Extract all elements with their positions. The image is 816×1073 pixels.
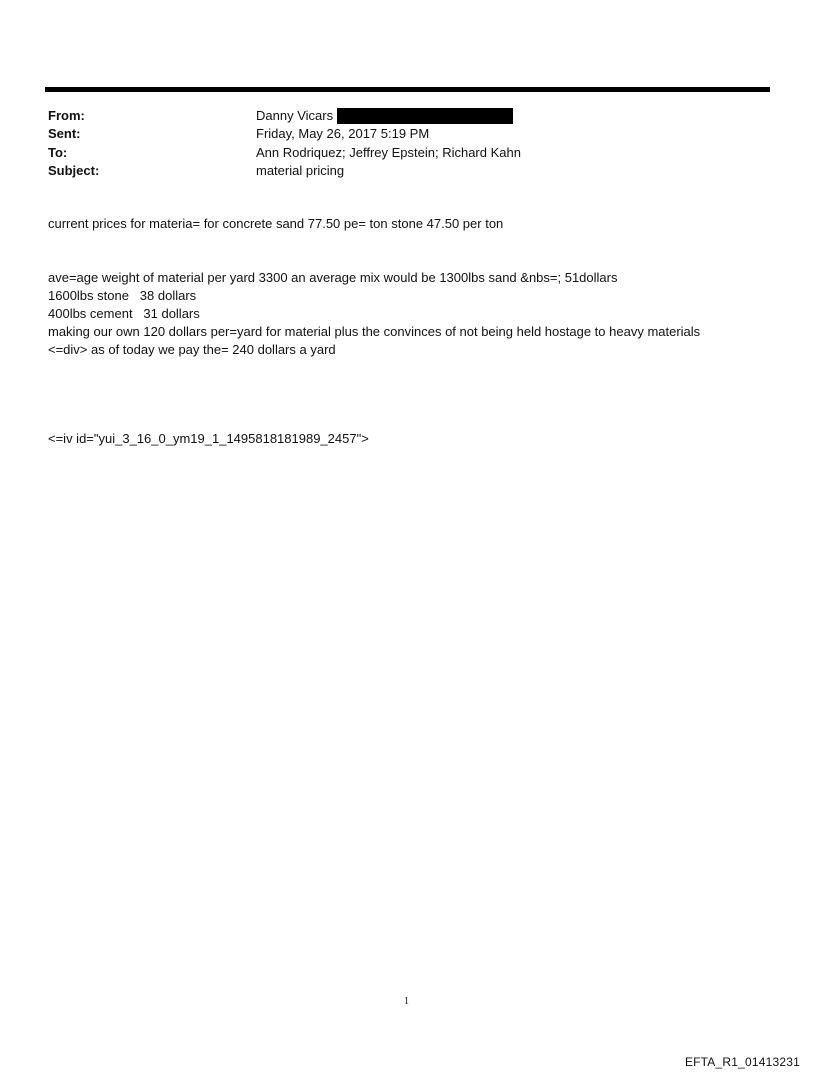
to-label: To:	[48, 145, 68, 160]
document-id: EFTA_R1_01413231	[684, 1055, 800, 1069]
redaction-block	[337, 108, 513, 124]
to-value: Ann Rodriquez; Jeffrey Epstein; Richard Kahn	[256, 145, 521, 160]
subject-label: Subject:	[48, 163, 100, 178]
from-label: From:	[48, 108, 85, 123]
body-line-today: <=div> as of today we pay the= 240 dollars a yard	[48, 342, 336, 357]
sent-label: Sent:	[48, 126, 81, 141]
body-line-cement: 400lbs cement 31 dollars	[48, 306, 200, 321]
page-number: 1	[404, 996, 409, 1007]
header-divider	[45, 87, 770, 92]
sender-name: Danny Vicars	[256, 108, 334, 123]
body-line-making: making our own 120 dollars per=yard for material plus the convinces of not being held hostage to heavy materials	[48, 324, 701, 339]
subject-value: material pricing	[256, 163, 345, 178]
body-line-html-remnant: <=iv id="yui_3_16_0_ym19_1_1495818181989_2457">	[48, 431, 369, 446]
sent-value: Friday, May 26, 2017 5:19 PM	[256, 126, 430, 141]
body-line-average: ave=age weight of material per yard 3300 an average mix would be 1300lbs sand &nbs=; 51dollars	[48, 270, 618, 285]
from-value	[256, 108, 513, 125]
body-line-stone: 1600lbs stone 38 dollars	[48, 288, 197, 303]
body-line-prices: current prices for materia= for concrete sand 77.50 pe= ton stone 47.50 per ton	[48, 216, 504, 231]
